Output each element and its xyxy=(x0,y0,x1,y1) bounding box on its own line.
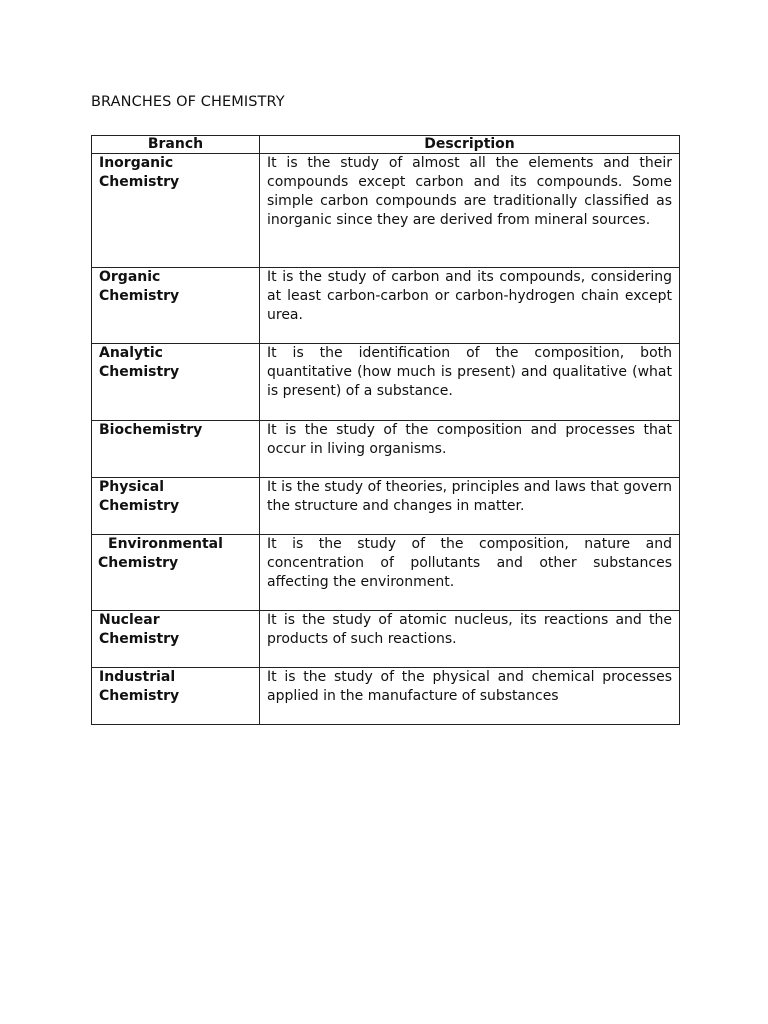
branch-cell xyxy=(92,154,260,268)
branch-cell xyxy=(92,611,260,668)
branch-name-line1: Industrial xyxy=(99,669,176,685)
description-cell: It is the study of the composition and processes that occur in living organisms. xyxy=(260,421,680,478)
table-row xyxy=(92,268,680,344)
table-row xyxy=(92,668,680,725)
branch-name-line1: Inorganic xyxy=(99,155,174,171)
table-row xyxy=(92,154,680,268)
description-cell: It is the identification of the composition, both quantitative (how much is present) and qualitative (what is present) of a substance. xyxy=(260,344,680,421)
branch-name-line2: Chemistry xyxy=(99,498,180,514)
branch-name-line1: Nuclear xyxy=(99,612,160,628)
branch-name-line1: Physical xyxy=(99,479,165,495)
document-title: BRANCHES OF CHEMISTRY xyxy=(91,94,285,110)
description-cell: It is the study of carbon and its compounds, considering at least carbon-carbon or carbon-hydrogen chain except urea. xyxy=(260,268,680,344)
branch-cell xyxy=(92,668,260,725)
branch-name-line2: Chemistry xyxy=(99,688,180,704)
branch-cell xyxy=(92,535,260,611)
table-row xyxy=(92,478,680,535)
branch-name-line1: Environmental xyxy=(108,536,223,552)
table-row xyxy=(92,421,680,478)
branch-cell xyxy=(92,421,260,478)
branch-name-line2: Chemistry xyxy=(99,631,180,647)
description-cell: It is the study of theories, principles and laws that govern the structure and changes in matter. xyxy=(260,478,680,535)
description-cell: It is the study of the composition, nature and concentration of pollutants and other substances affecting the environment. xyxy=(260,535,680,611)
branch-name-line2: Chemistry xyxy=(99,364,180,380)
table-row xyxy=(92,344,680,421)
description-cell: It is the study of the physical and chemical processes applied in the manufacture of substances xyxy=(260,668,680,725)
branch-name-line1: Analytic xyxy=(99,345,163,361)
branch-name-line2: Chemistry xyxy=(99,174,180,190)
header-description: Description xyxy=(260,136,680,154)
description-cell: It is the study of atomic nucleus, its reactions and the products of such reactions. xyxy=(260,611,680,668)
branch-cell xyxy=(92,478,260,535)
table-row xyxy=(92,535,680,611)
table-row xyxy=(92,611,680,668)
branch-name-line1: Biochemistry xyxy=(99,422,203,438)
header-branch: Branch xyxy=(92,136,260,154)
table-header-row xyxy=(92,136,680,154)
branch-cell xyxy=(92,344,260,421)
branches-table xyxy=(91,135,680,725)
branch-cell xyxy=(92,268,260,344)
description-cell: It is the study of almost all the elements and their compounds except carbon and its compounds. Some simple carbon compounds are traditionally classified as inorganic since they are derived from mineral sources. xyxy=(260,154,680,268)
branch-name-line2: Chemistry xyxy=(99,288,180,304)
branch-name-line2: Chemistry xyxy=(98,555,179,571)
branch-name-line1: Organic xyxy=(99,269,161,285)
